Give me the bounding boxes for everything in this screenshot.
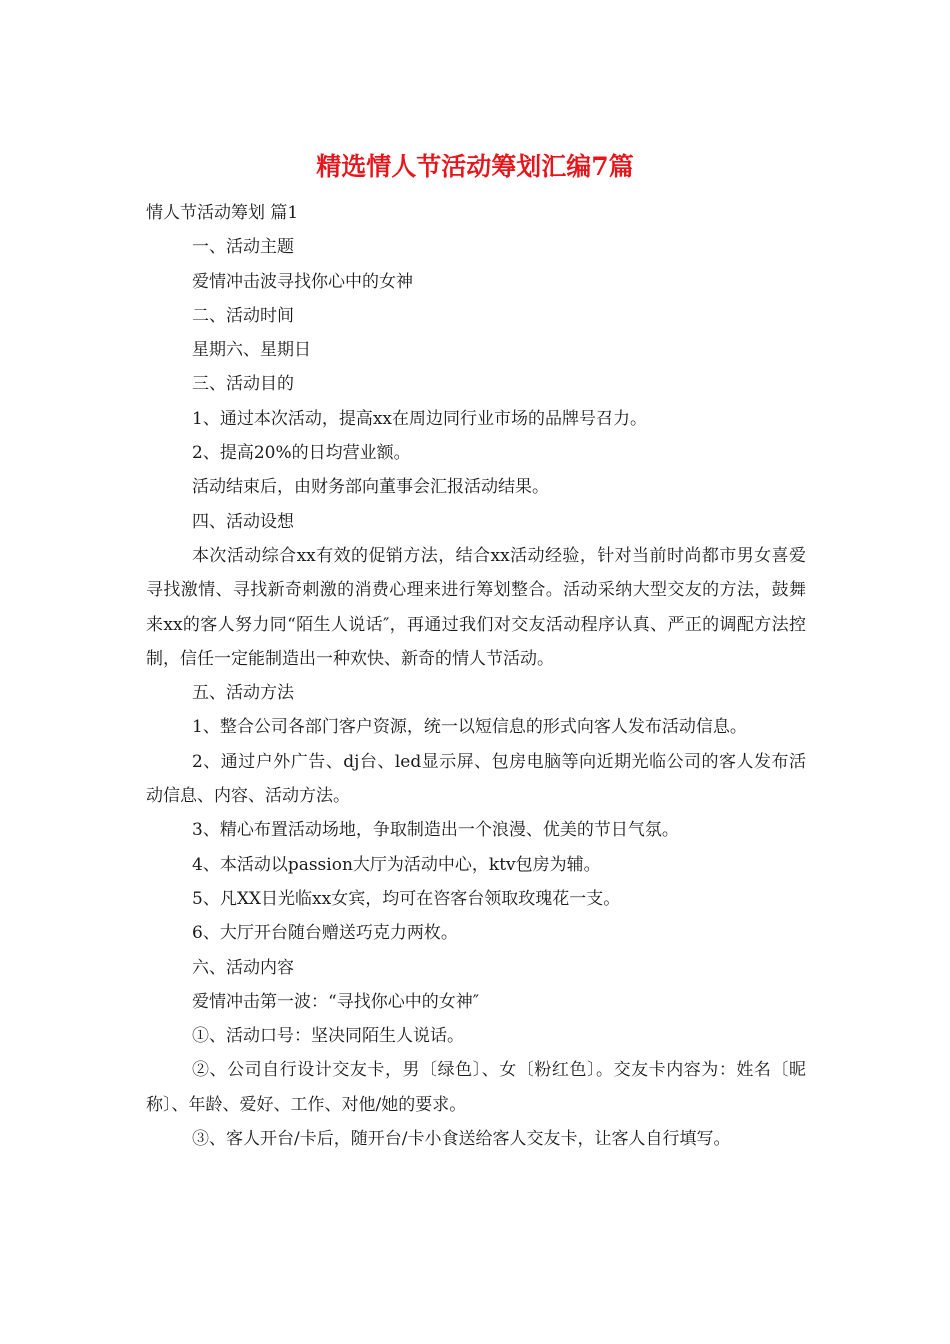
paragraph: 2、通过户外广告、dj台、led显示屏、包房电脑等向近期光临公司的客人发布活动信息、内容、活动方法。 (146, 751, 806, 807)
paragraph: ②、公司自行设计交友卡，男〔绿色〕、女〔粉红色〕。交友卡内容为：姓名〔昵称〕、年龄、爱好、工作、对他/她的要求。 (146, 1060, 806, 1115)
paragraph: 六、活动内容 (192, 957, 294, 978)
paragraph: ①、活动口号：坚决同陌生人说话。 (192, 1026, 464, 1047)
paragraph: 本次活动综合xx有效的促销方法，结合xx活动经验，针对当前时尚都市男女喜爱寻找激情、寻找新奇刺激的消费心理来进行筹划整合。活动采纳大型交友的方法，鼓舞来xx的客人努力同“陌生人说话″，再通过我们对交友活动程序认真、严正的调配方法控制，信任一定能制造出一种欢快、新奇的情人节活动。 (146, 545, 806, 669)
paragraph: 二、活动时间 (192, 305, 294, 326)
paragraph: 5、凡XX日光临xx女宾，均可在咨客台领取玫瑰花一支。 (192, 888, 621, 909)
paragraph: 6、大厅开台随台赠送巧克力两枚。 (192, 923, 458, 944)
paragraph: 1、整合公司各部门客户资源，统一以短信息的形式向客人发布活动信息。 (192, 717, 747, 738)
document-body (146, 196, 806, 1156)
paragraph: 爱情冲击第一波：“寻找你心中的女神″ (192, 991, 480, 1012)
paragraph: 爱情冲击波寻找你心中的女神 (192, 271, 413, 292)
paragraph: 星期六、星期日 (192, 340, 311, 361)
paragraph: 一、活动主题 (192, 237, 294, 258)
paragraph: 五、活动方法 (192, 683, 294, 704)
document-title: 精选情人节活动筹划汇编7篇 (316, 152, 634, 181)
paragraph: 4、本活动以passion大厅为活动中心，ktv包房为辅。 (192, 854, 601, 875)
paragraph: 3、精心布置活动场地，争取制造出一个浪漫、优美的节日气氛。 (192, 820, 679, 841)
paragraph: 三、活动目的 (192, 374, 294, 395)
paragraph: 2、提高20%的日均营业额。 (192, 443, 411, 464)
paragraph: 1、通过本次活动，提高xx在周边同行业市场的品牌号召力。 (192, 408, 647, 429)
section-heading: 情人节活动筹划 篇1 (146, 203, 299, 223)
paragraph: ③、客人开台/卡后，随开台/卡小食送给客人交友卡，让客人自行填写。 (192, 1129, 731, 1150)
paragraph: 四、活动设想 (192, 511, 294, 532)
paragraph: 活动结束后，由财务部向董事会汇报活动结果。 (192, 477, 549, 498)
